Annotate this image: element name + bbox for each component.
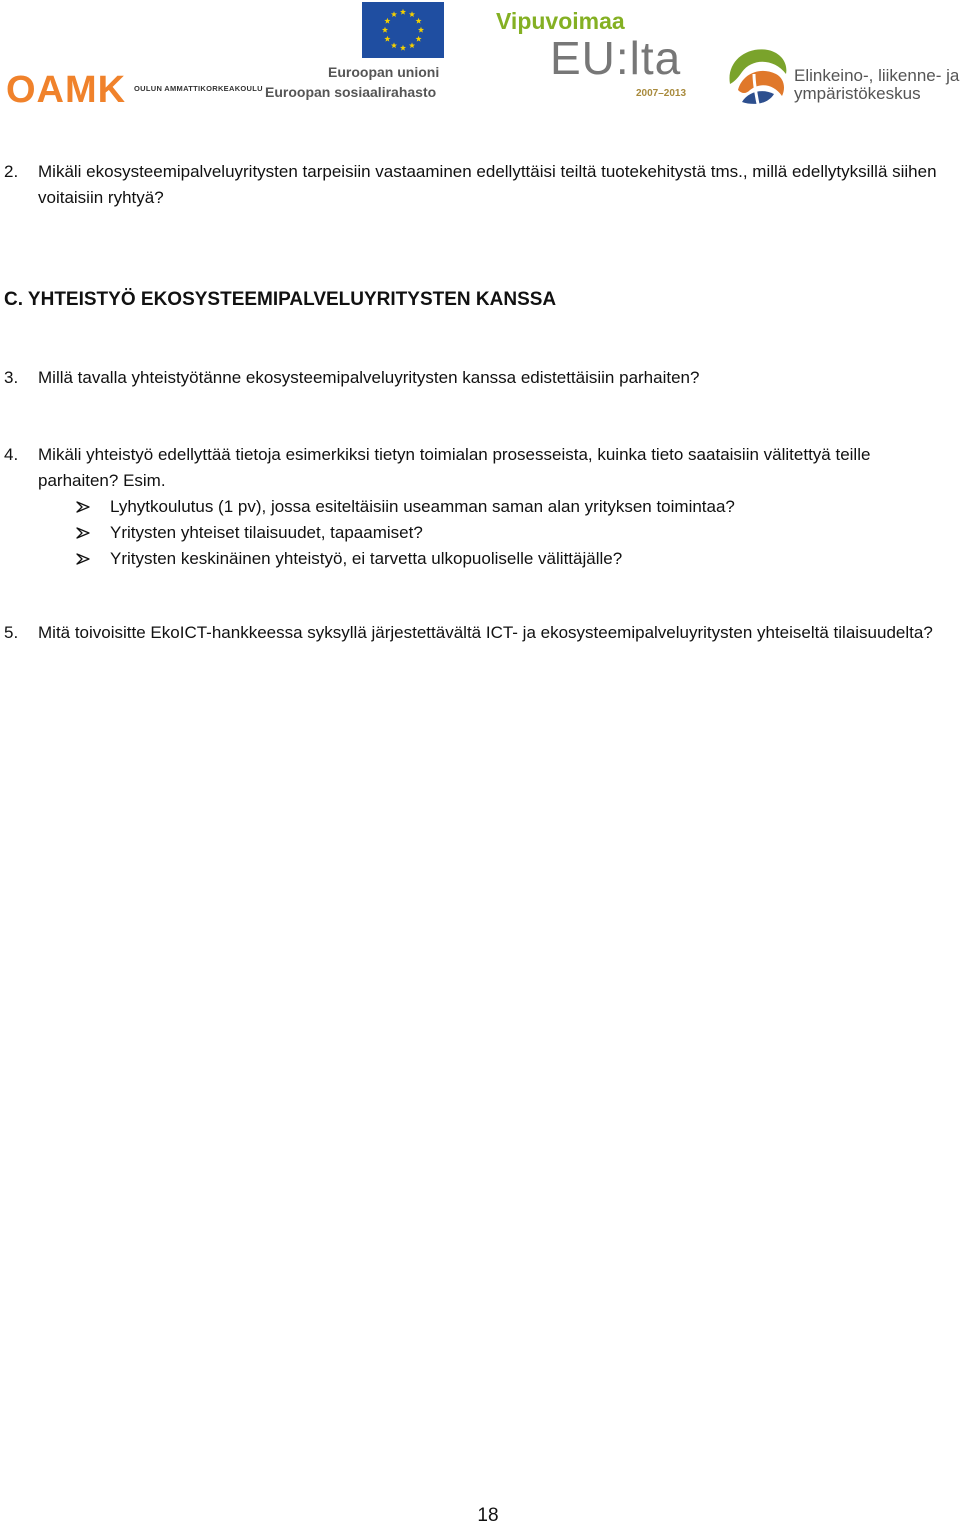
list-item <box>76 494 950 520</box>
vipuvoimaa-eulta: EU:lta <box>550 32 682 84</box>
question-text: Mitä toivoisitte EkoICT-hankkeessa syksyllä järjestettävältä ICT- ja ekosysteemipalveluyritysten yhteiseltä tilaisuudelta? <box>38 623 933 642</box>
arrow-bullet-icon <box>76 527 90 539</box>
ely-mark-icon <box>724 44 790 106</box>
question-text: Mikäli ekosysteemipalveluyritysten tarpeisiin vastaaminen edellyttäisi teiltä tuotekehitystä tms., millä edellytyksillä siihen voitaisiin ryhtyä? <box>38 162 937 207</box>
list-item-text: Yritysten yhteiset tilaisuudet, tapaamiset? <box>110 523 423 542</box>
question-text: Millä tavalla yhteistyötänne ekosysteemipalveluyritysten kanssa edistettäisiin parhaiten? <box>38 368 700 387</box>
question-3 <box>0 365 950 391</box>
eu-logo <box>262 2 452 104</box>
question-text: Mikäli yhteistyö edellyttää tietoja esimerkiksi tietyn toimialan prosesseista, kuinka tieto saataisiin välitettyä teille parhaiten? Esim. <box>38 445 871 490</box>
ely-name-line2: ympäristökeskus <box>794 84 921 103</box>
question-number: 3. <box>4 368 19 387</box>
eu-flag-icon <box>362 2 444 58</box>
list-item <box>76 520 950 546</box>
ely-name-line1: Elinkeino-, liikenne- ja <box>794 66 960 85</box>
arrow-bullet-icon <box>76 501 90 513</box>
question-number: 4. <box>4 445 19 464</box>
vipuvoimaa-logo <box>496 8 701 100</box>
ely-logo <box>724 44 960 108</box>
list-item-text: Lyhytkoulutus (1 pv), jossa esiteltäisiin useamman saman alan yrityksen toimintaa? <box>110 497 735 516</box>
question-2 <box>0 159 950 211</box>
oamk-logo <box>6 69 263 111</box>
arrow-bullet-icon <box>76 553 90 565</box>
vipuvoimaa-years: 2007–2013 <box>636 88 687 99</box>
eu-social-fund-label: Euroopan sosiaalirahasto <box>265 84 437 100</box>
question-number: 5. <box>4 623 19 642</box>
list-item <box>76 546 950 572</box>
vipuvoimaa-title: Vipuvoimaa <box>496 8 625 34</box>
question-4 <box>0 442 950 572</box>
list-item-text: Yritysten keskinäinen yhteistyö, ei tarvetta ulkopuoliselle välittäjälle? <box>110 549 623 568</box>
section-heading: C. YHTEISTYÖ EKOSYSTEEMIPALVELUYRITYSTEN KANSSA <box>4 289 557 310</box>
oamk-subtitle: OULUN AMMATTIKORKEAKOULU <box>134 84 263 93</box>
example-list <box>0 494 950 572</box>
header-logos <box>0 0 960 115</box>
oamk-wordmark: OAMK <box>6 69 127 111</box>
question-5 <box>0 620 950 646</box>
eu-union-label: Euroopan unioni <box>328 64 440 80</box>
page-number: 18 <box>477 1505 499 1526</box>
question-number: 2. <box>4 162 19 181</box>
